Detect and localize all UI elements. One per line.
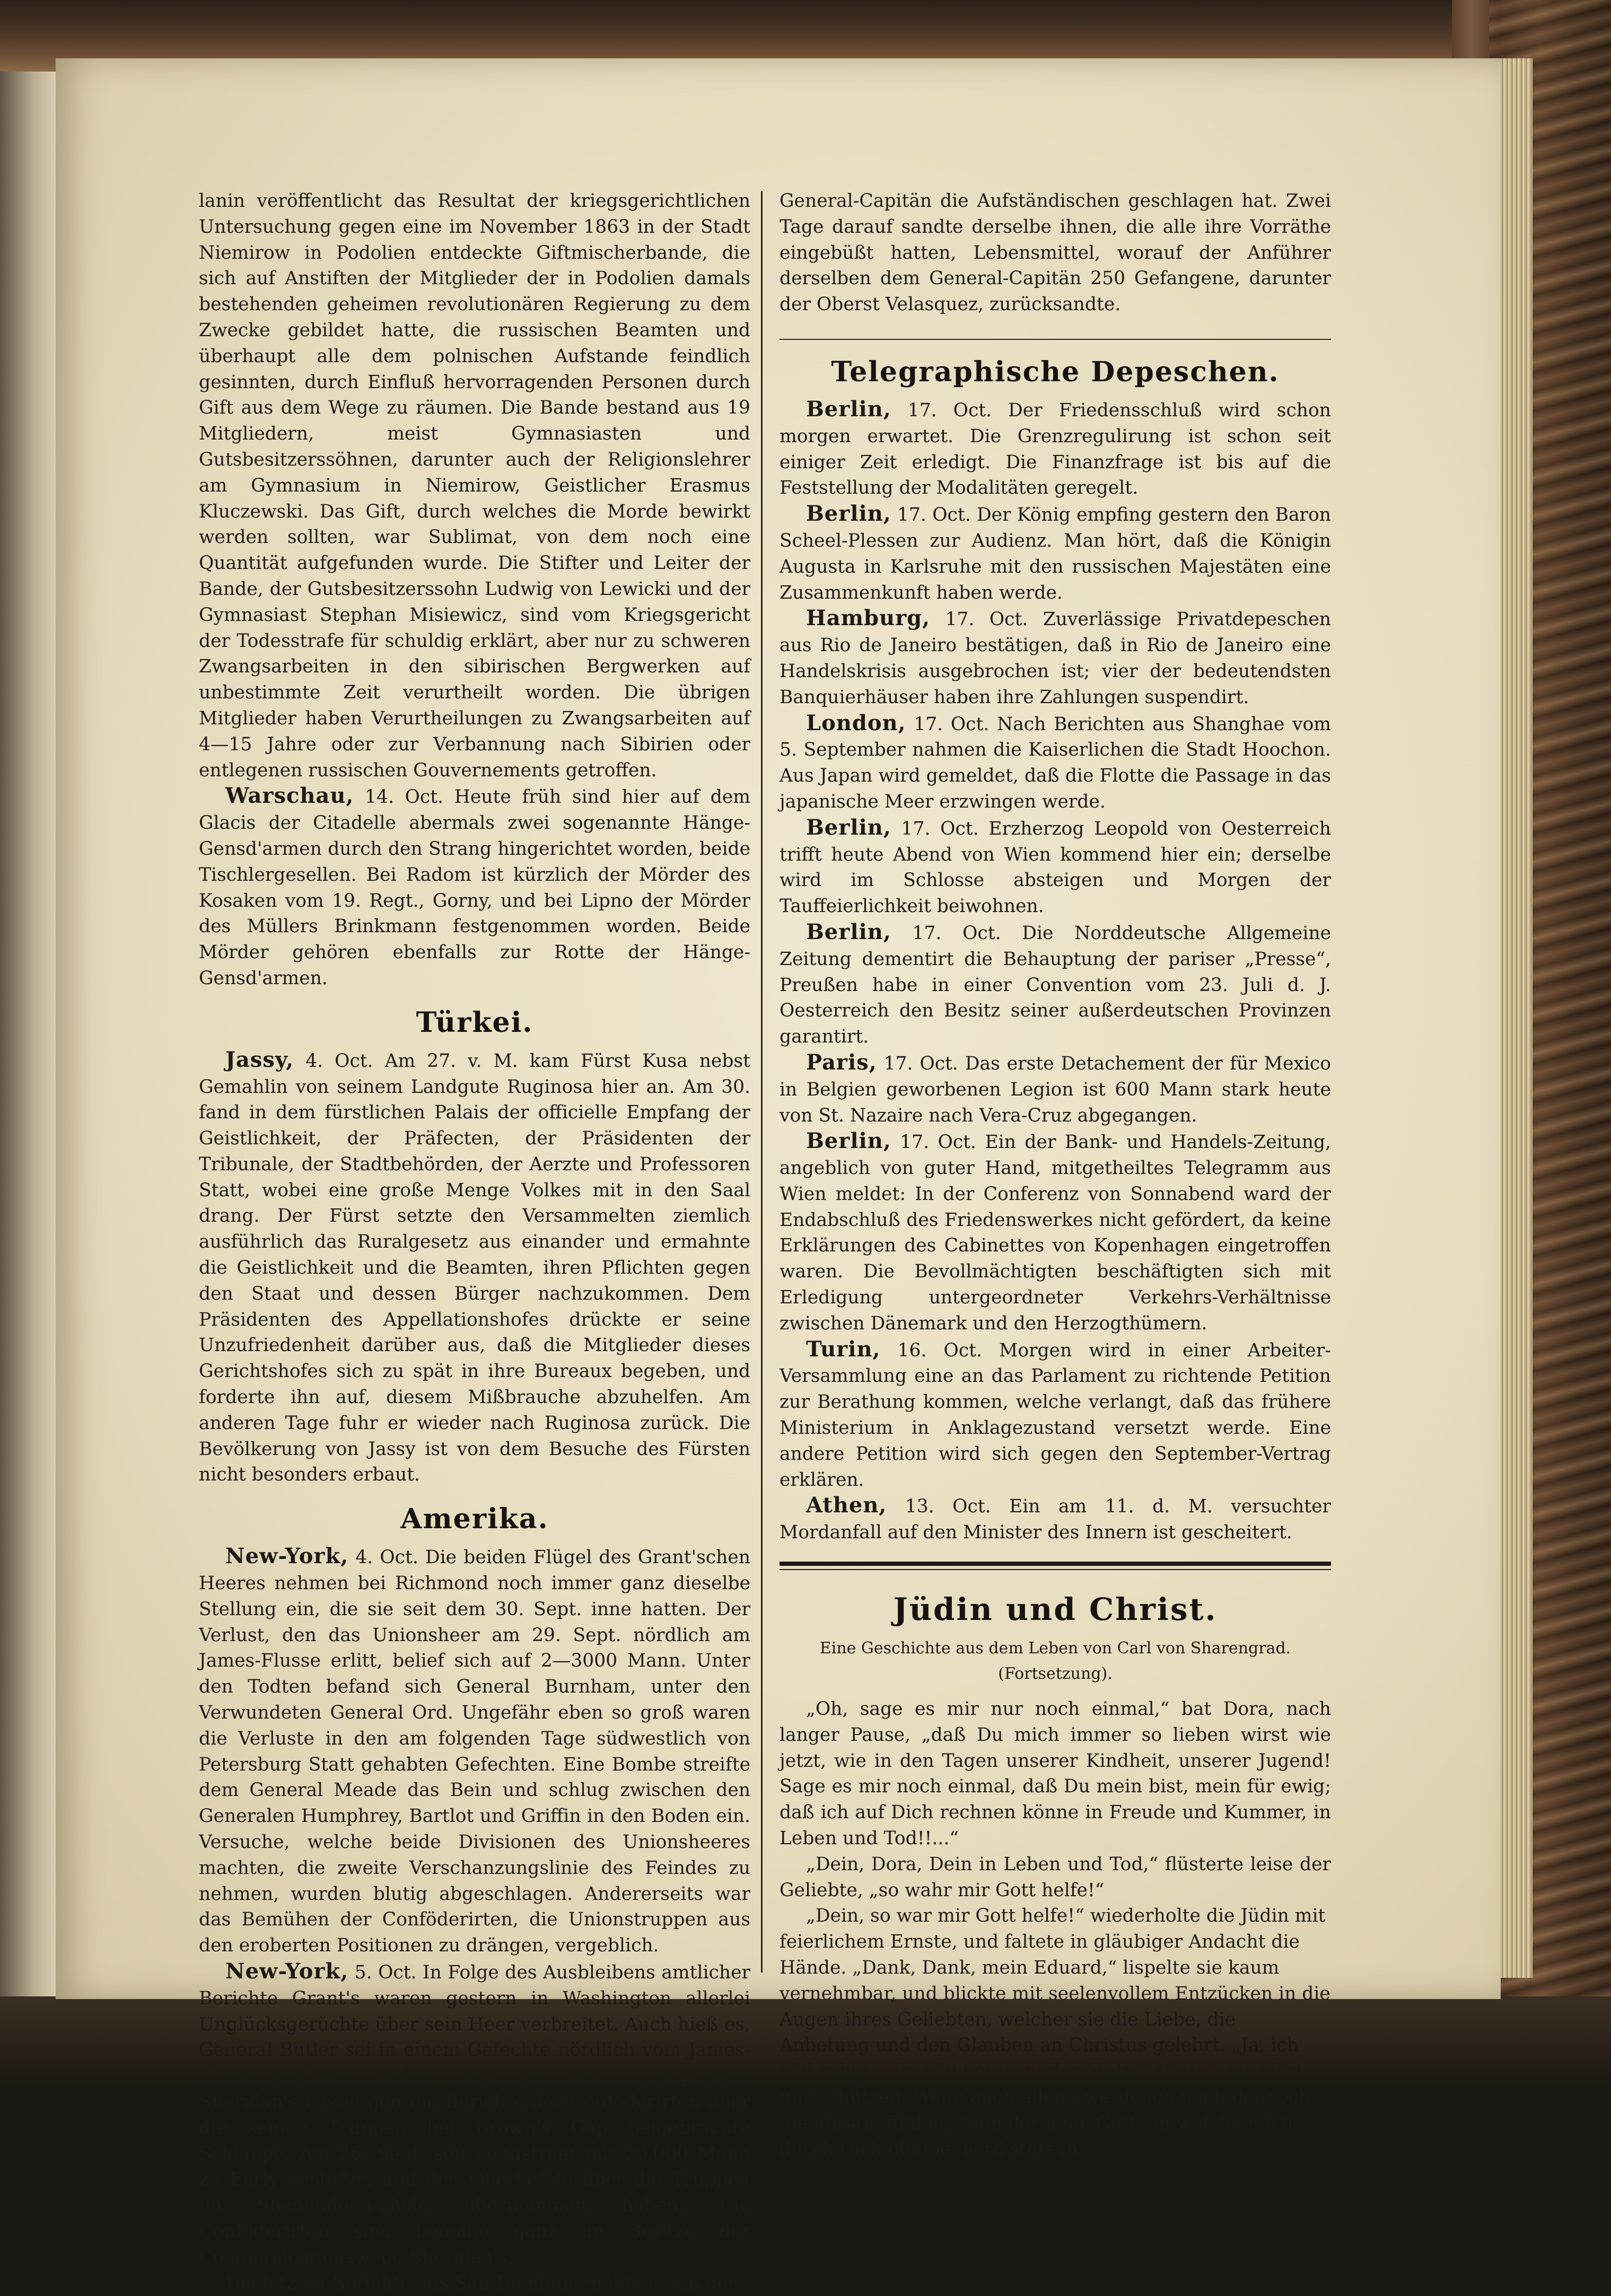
article-san-domingo: Die letzten Berichte aus San Domingo melden, daß der xyxy=(225,2272,737,2294)
dispatch-berlin-4 xyxy=(780,919,1331,1050)
story-paragraph-2: „Dein, Dora, Dein in Leben und Tod,“ flüsterte leise der Geliebte, „so wahr mir Gott helfe!“ xyxy=(780,1853,1331,1901)
dispatch-paris xyxy=(780,1050,1331,1128)
dateline-place: Jassy, xyxy=(225,1047,294,1072)
story-paragraph-1: „Oh, sage es mir nur noch einmal,“ bat Dora, nach langer Pause, „daß Du mich immer so lieben wirst wie jetzt, wie in den Tagen unserer Kindheit, unserer Jugend! Sage es mir noch einmal, daß Du mein bist, mein für ewig; daß ich auf Dich rechnen könne in Freude und Kummer, in Leben und Tod!!...“ xyxy=(780,1698,1331,1850)
dispatch-berlin-1 xyxy=(780,397,1331,501)
dispatch-text: 17. Oct. Der Friedensschluß wird schon morgen erwartet. Die Grenzregulirung ist schon seit einiger Zeit erledigt. Die Finanzfrage ist bis auf die Feststellung der Modalitäten geregelt. xyxy=(780,399,1331,499)
dispatch-text: 13. Oct. Ein am 11. d. M. versuchter Mordanfall auf den Minister des Innern ist gescheitert. xyxy=(780,1496,1331,1544)
dispatch-london xyxy=(780,711,1331,815)
dispatch-text: 17. Oct. Der König empfing gestern den Baron Scheel-Plessen zur Audienz. Man hört, daß die Königin Augusta in Karlsruhe mit den russischen Majestäten eine Zusammenkunft haben werde. xyxy=(780,504,1331,603)
dispatch-berlin-3 xyxy=(780,815,1331,919)
dateline-place: Turin, xyxy=(806,1336,881,1362)
dispatch-text: 17. Oct. Das erste Detachement der für Mexico in Belgien geworbenen Legion ist 600 Mann stark heute von St. Nazaire nach Vera-Cruz abgegangen. xyxy=(780,1053,1331,1126)
dispatch-text: 17. Oct. Zuverlässige Privatdepeschen aus Rio de Janeiro bestätigen, daß in Rio de Janeiro eine Handelskrisis ausgebrochen ist; vier der bedeutendsten Banquierhäuser haben ihre Zahlungen suspendirt. xyxy=(780,609,1331,708)
story-paragraph-3: „Dein, so war mir Gott helfe!“ wiederholte die Jüdin mit feierlichem Ernste, und faltete in gläubiger Andacht die Hände. „Dank, Dank, mein Eduard,“ lispelte sie kaum vernehmbar, und blickte mit seelenvollem Entzücken in die Augen ihres Geliebten, welcher sie die Liebe, die Anbetung und den Glauben an Christus gelehrt. „Ja, ich will ruhig sein, will beten zu der Mutter Gottes, sie wird uns schützen. Wenn auch allein, werde ich mich dennoch nie einsam fühlen, denn der neue Gott, an welchem ich durch Dich glaube, wird stets in xyxy=(780,1905,1330,2160)
left-column xyxy=(199,188,750,2296)
article-san-domingo-cont: General-Capitän die Aufständischen geschlagen hat. Zwei Tage darauf sandte derselbe ihnen, die alle ihre Vorräthe eingebüßt hatten, Lebensmittel, worauf der Anführer derselben dem General-Capitän 250 Gefangene, darunter der Oberst Velasquez, zurücksandte. xyxy=(780,190,1331,316)
dateline-place: Paris, xyxy=(806,1049,877,1075)
feuilleton-rule-thick xyxy=(780,1562,1331,1566)
article-new-york-1 xyxy=(199,1544,750,1959)
dateline-place: Hamburg, xyxy=(806,606,931,631)
article-niemirow: lanin veröffentlicht das Resultat der kriegsgerichtlichen Untersuchung gegen eine im November 1863 in der Stadt Niemirow in Podolien entdeckte Giftmischerbande, die sich auf Anstiften der Mitglieder der in Podolien damals bestehenden geheimen revolutionären Regierung zu dem Zwecke gebildet hatte, die russischen Beamten und überhaupt alle dem polnischen Aufstande feindlich gesinnten, durch Einfluß hervorragenden Personen durch Gift aus dem Wege zu räumen. Die Bande bestand aus 19 Mitgliedern, meist Gymnasiasten und Gutsbesitzerssöhnen, darunter auch der Religionslehrer am Gymnasium in Niemirow, Geistlicher Erasmus Kluczewski. Das Gift, durch welches die Morde bewirkt werden sollten, war Sublimat, von dem noch eine Quantität aufgefunden wurde. Die Stifter und Leiter der Bande, der Gutsbesitzerssohn Ludwig von Lewicki und der Gymnasiast Stephan Misiewicz, sind vom Kriegsgericht der Todesstrafe für schuldig erklärt, aber nur zu schweren Zwangsarbeiten in den sibirischen Bergwerken auf unbestimmte Zeit verurtheilt worden. Die übrigen Mitglieder haben Verurtheilungen zu Zwangsarbeiten auf 4—15 Jahre oder zur Verbannung nach Sibirien oder entlegenen russischen Gouvernements getroffen. xyxy=(199,190,750,781)
article-new-york-2 xyxy=(199,1959,750,2271)
story-subtitle: Eine Geschichte aus dem Leben von Carl von Sharengrad. xyxy=(819,1639,1291,1658)
column-divider xyxy=(761,191,763,1973)
section-heading-telegraphic: Telegraphische Depeschen. xyxy=(831,355,1280,388)
page-stack-edges xyxy=(1495,58,1533,1978)
story-continuation-note: (Fortsetzung). xyxy=(998,1664,1113,1684)
dateline-place: Berlin, xyxy=(806,396,891,422)
article-text: 4. Oct. Am 27. v. M. kam Fürst Kusa nebst Gemahlin von seinem Landgute Ruginosa hier an. Am 30. fand in dem fürstlichen Palais der officielle Empfang der Geistlichkeit, der Präfecten, der Präsidenten der Tribunale, der Stadtbehörden, der Aerzte und Professoren Statt, wobei eine große Menge Volkes mit in den Saal drang. Der Fürst setzte den Versammelten ziemlich ausführlich das Ruralgesetz aus einander und ermahnte die Geistlichkeit und die Beamten, ihren Pflichten gegen den Staat und dessen Bürger nachzukommen. Dem Präsidenten des Appellationshofes drückte er seine Unzufriedenheit darüber aus, daß die Mitglieder dieses Gerichtshofes sich zu spät in ihre Bureaux begeben, und forderte ihn auf, diesem Mißbrauche abzuhelfen. Am anderen Tage fuhr er wieder nach Ruginosa zurück. Die Bevölkerung von Jassy ist von dem Besuche des Fürsten nicht besonders erbaut. xyxy=(199,1050,750,1486)
dispatch-text: 17. Oct. Die Norddeutsche Allgemeine Zeitung dementirt die Behauptung der pariser „Presse“, Preußen habe in einer Convention vom 23. Juli d. J. Oesterreich den Besitz seiner außerdeutschen Provinzen garantirt. xyxy=(780,922,1331,1048)
dispatch-hamburg xyxy=(780,606,1331,710)
dispatch-berlin-2 xyxy=(780,501,1331,606)
article-warschau xyxy=(199,783,750,991)
section-heading-amerika: Amerika. xyxy=(400,1503,549,1536)
dispatch-athen xyxy=(780,1493,1331,1546)
dateline-place: Berlin, xyxy=(806,501,891,527)
dateline-place: London, xyxy=(806,710,906,735)
article-jassy xyxy=(199,1047,750,1488)
dispatch-turin xyxy=(780,1337,1331,1493)
dateline-place: Berlin, xyxy=(806,1128,891,1154)
dateline-place: Berlin, xyxy=(806,919,891,944)
dispatch-text: 16. Oct. Morgen wird in einer Arbeiter-Versammlung eine an das Parlament zu richtende Petition zur Berathung kommen, welche verlangt, daß das frühere Ministerium in Anklagezustand versetzt werde. Eine andere Petition wird sich gegen den September-Vertrag erklären. xyxy=(780,1339,1331,1491)
newspaper-page xyxy=(56,58,1501,2294)
story-title: Jüdin und Christ. xyxy=(893,1591,1218,1628)
dateline-place: Warschau, xyxy=(225,783,354,809)
feuilleton-rule-thin xyxy=(780,1569,1331,1570)
dispatch-text: 17. Oct. Erzherzog Leopold von Oesterreich trifft heute Abend von Wien kommend hier ein; derselbe wird im Schlosse absteigen und Morgen der Tauffeierlichkeit beiwohnen. xyxy=(780,818,1331,917)
section-rule xyxy=(780,339,1331,340)
dispatch-text: 17. Oct. Nach Berichten aus Shanghae vom 5. September nahmen die Kaiserlichen die Stadt Hoochon. Aus Japan wird gemeldet, daß die Flotte die Passage in das japanische Meer erzwingen werde. xyxy=(780,713,1331,812)
dateline-place: Athen, xyxy=(806,1493,887,1518)
dateline-place: Berlin, xyxy=(806,814,891,840)
article-text: 14. Oct. Heute früh sind hier auf dem Glacis der Citadelle abermals zwei sogenannte Hänge-Gensd'armen durch den Strang hingerichtet worden, beide Tischlergesellen. Bei Radom ist kürzlich der Mörder des Kosaken vom 19. Regt., Gorny, und bei Lipno der Mörder des Müllers Brinkmann festgenommen worden. Beide Mörder gehören ebenfalls zur Rotte der Hänge-Gensd'armen. xyxy=(199,786,750,989)
section-heading-turkei: Türkei. xyxy=(416,1006,533,1039)
dispatch-text: 17. Oct. Ein der Bank- und Handels-Zeitung, angeblich von guter Hand, mitgetheiltes Telegramm aus Wien meldet: In der Conferenz von Sonnabend ward der Endabschluß des Friedenswerkes nicht gefördert, da keine Erklärungen des Cabinettes von Kopenhagen eingetroffen waren. Die Bevollmächtigten beschäftigten sich mit Erledigung untergeordneter Verkehrs-Verhältnisse zwischen Dänemark und den Herzogthümern. xyxy=(780,1132,1331,1334)
dateline-place: New-York, xyxy=(225,1959,349,1984)
dateline-place: New-York, xyxy=(225,1544,349,1569)
article-text: 4. Oct. Die beiden Flügel des Grant'schen Heeres nehmen bei Richmond noch immer ganz dieselbe Stellung ein, die sie seit dem 30. Sept. inne hatten. Der Verlust, den das Unionsheer am 29. Sept. nördlich am James-Flusse erlitt, belief sich auf 2—3000 Mann. Unter den Todten befand sich General Burnham, unter den Verwundeten General Ord. Ungefähr eben so groß waren die Verluste in den am folgenden Tage südwestlich von Petersburg Statt gehabten Gefechten. Eine Bombe streifte dem General Meade das Bein und schlug zwischen den Generalen Humphrey, Bartlot und Griffin in den Boden ein. Versuche, welche beide Divisionen des Unionsheeres machten, die zweite Verschanzungslinie des Feindes zu nehmen, wurden blutig abgeschlagen. Andererseits war das Bemühen der Conföderirten, die Unionstruppen aus den eroberten Positionen zu drängen, vergeblich. xyxy=(199,1547,750,1957)
article-text: 5. Oct. In Folge des Ausbleibens amtlicher Berichte Grant's waren gestern in Washington allerlei Unglücksgerüchte über sein Heer verbreitet. Auch hieß es, General Butler sei in einem Gefechte nördlich vom James-Flusse getödtet worden. Briefe aus dem Hauptquartier Sheridan's bestätigen die Berichte der Conföderirten über die seinen Truppen bei Brown's Gap beigebrachte Schlappe. Am 26. Sept. soll Longstreet mit 20,000 Mann zu Early gestoßen und den Oberbefehl über die Truppen im Shenandoah-Thale übernommen haben. Die Conföderirten sind beinahe ganz im Besitze der Communicationswege Sheridan's. xyxy=(199,1962,750,2268)
right-column xyxy=(780,188,1331,2162)
dispatch-berlin-5 xyxy=(780,1128,1331,1336)
adjacent-page-edge xyxy=(0,58,56,2089)
